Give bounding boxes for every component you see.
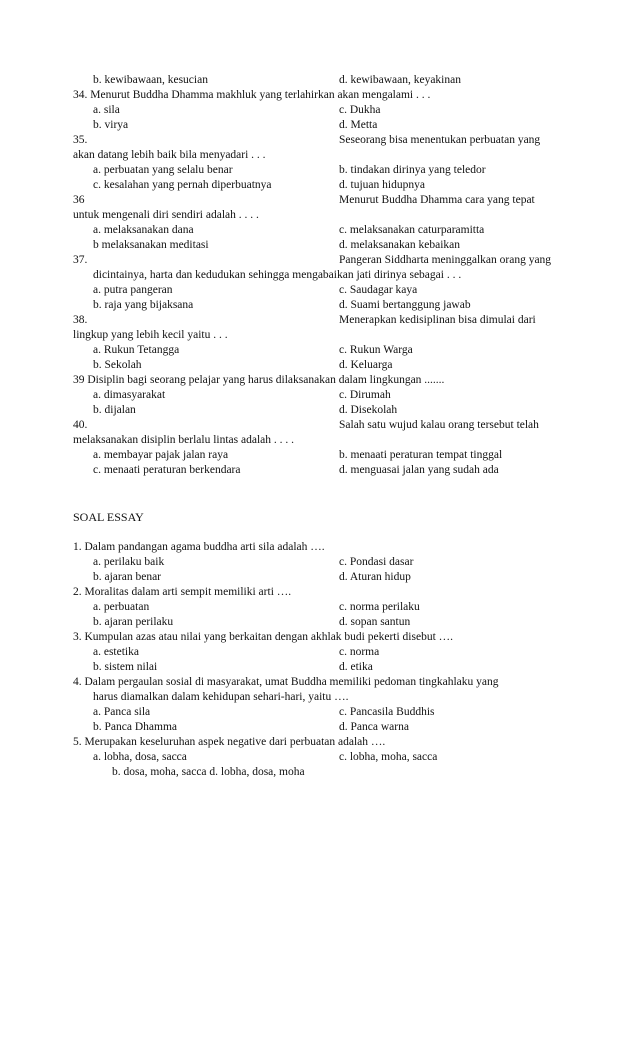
q40-text: Salah satu wujud kalau orang tersebut telah — [339, 419, 539, 431]
q36-option-d: d. melaksanakan kebaikan — [339, 239, 461, 251]
q34-option-d: d. Metta — [339, 119, 378, 131]
essay-q3-option-c: c. norma — [339, 646, 380, 658]
q37-option-c: c. Saudagar kaya — [339, 284, 418, 296]
q39-option-a: a. dimasyarakat — [93, 389, 166, 401]
essay-q2-text: 2. Moralitas dalam arti sempit memiliki arti …. — [73, 586, 292, 598]
essay-q5-option-c: c. lobha, moha, sacca — [339, 751, 438, 763]
q40-text-cont: melaksanakan disiplin berlalu lintas adalah . . . . — [73, 434, 294, 446]
q36-number: 36 — [73, 194, 85, 206]
q38-option-c: c. Rukun Warga — [339, 344, 413, 356]
q39-option-c: c. Dirumah — [339, 389, 391, 401]
q35-number: 35. — [73, 134, 88, 146]
q40-option-d: d. menguasai jalan yang sudah ada — [339, 464, 499, 476]
essay-q1-option-d: d. Aturan hidup — [339, 571, 411, 583]
q36-option-a: a. melaksanakan dana — [93, 224, 194, 236]
q34-text: 34. Menurut Buddha Dhamma makhluk yang terlahirkan akan mengalami . . . — [73, 89, 431, 101]
q38-number: 38. — [73, 314, 88, 326]
essay-q2-option-c: c. norma perilaku — [339, 601, 420, 613]
essay-q3-option-a: a. estetika — [93, 646, 139, 658]
q37-text: Pangeran Siddharta meninggalkan orang yang — [339, 254, 552, 266]
essay-q4-text-cont: harus diamalkan dalam kehidupan sehari-hari, yaitu …. — [93, 691, 349, 703]
q40-option-c: c. menaati peraturan berkendara — [93, 464, 241, 476]
q35-option-b: b. tindakan dirinya yang teledor — [339, 164, 486, 176]
essay-q5-option-a: a. lobha, dosa, sacca — [93, 751, 187, 763]
essay-q4-text: 4. Dalam pergaulan sosial di masyarakat, umat Buddha memiliki pedoman tingkahlaku yang — [73, 676, 499, 688]
essay-q3-option-d: d. etika — [339, 661, 373, 673]
essay-q2-option-b: b. ajaran perilaku — [93, 616, 174, 628]
essay-q4-option-d: d. Panca warna — [339, 721, 409, 733]
essay-q1-text: 1. Dalam pandangan agama buddha arti sila adalah …. — [73, 541, 325, 553]
q35-option-d: d. tujuan hidupnya — [339, 179, 425, 191]
essay-q4-option-a: a. Panca sila — [93, 706, 151, 718]
q36-option-b: b melaksanakan meditasi — [93, 239, 209, 251]
q37-option-b: b. raja yang bijaksana — [93, 299, 194, 311]
essay-q1-option-b: b. ajaran benar — [93, 571, 162, 583]
q34-option-a: a. sila — [93, 104, 120, 116]
q35-text-cont: akan datang lebih baik bila menyadari . . . — [73, 149, 266, 161]
q38-option-a: a. Rukun Tetangga — [93, 344, 180, 356]
essay-q5-options-b-d: b. dosa, moha, sacca d. lobha, dosa, moha — [112, 766, 305, 778]
q37-option-a: a. putra pangeran — [93, 284, 173, 296]
q40-option-b: b. menaati peraturan tempat tinggal — [339, 449, 503, 461]
essay-q3-option-b: b. sistem nilai — [93, 661, 158, 673]
q35-option-a: a. perbuatan yang selalu benar — [93, 164, 233, 176]
q37-number: 37. — [73, 254, 88, 266]
q39-option-d: d. Disekolah — [339, 404, 398, 416]
q37-text-cont: dicintainya, harta dan kedudukan sehingga mengabaikan jati dirinya sebagai . . . — [93, 269, 462, 281]
q35-text: Seseorang bisa menentukan perbuatan yang — [339, 134, 541, 146]
essay-q3-text: 3. Kumpulan azas atau nilai yang berkaitan dengan akhlak budi pekerti disebut …. — [73, 631, 454, 643]
q35-option-c: c. kesalahan yang pernah diperbuatnya — [93, 179, 272, 191]
q39-option-b: b. dijalan — [93, 404, 136, 416]
essay-q4-option-b: b. Panca Dhamma — [93, 721, 177, 733]
essay-q2-option-d: d. sopan santun — [339, 616, 411, 628]
q36-option-c: c. melaksanakan caturparamitta — [339, 224, 485, 236]
essay-q1-option-a: a. perilaku baik — [93, 556, 165, 568]
essay-q1-option-c: c. Pondasi dasar — [339, 556, 414, 568]
essay-q5-text: 5. Merupakan keseluruhan aspek negative dari perbuatan adalah …. — [73, 736, 386, 748]
essay-q4-option-c: c. Pancasila Buddhis — [339, 706, 435, 718]
essay-heading: SOAL ESSAY — [73, 510, 144, 524]
q36-text-cont: untuk mengenali diri sendiri adalah . . . . — [73, 209, 259, 221]
q40-number: 40. — [73, 419, 88, 431]
q37-option-d: d. Suami bertanggung jawab — [339, 299, 471, 311]
q40-option-a: a. membayar pajak jalan raya — [93, 449, 229, 461]
q38-option-d: d. Keluarga — [339, 359, 393, 371]
q38-text-cont: lingkup yang lebih kecil yaitu . . . — [73, 329, 228, 341]
q34-option-c: c. Dukha — [339, 104, 381, 116]
q36-text: Menurut Buddha Dhamma cara yang tepat — [339, 194, 535, 206]
q34-option-b: b. virya — [93, 119, 129, 131]
q33-option-d: d. kewibawaan, keyakinan — [339, 74, 461, 86]
q33-option-b: b. kewibawaan, kesucian — [93, 74, 208, 86]
q39-text: 39 Disiplin bagi seorang pelajar yang harus dilaksanakan dalam lingkungan ....... — [73, 374, 445, 386]
q38-option-b: b. Sekolah — [93, 359, 142, 371]
q38-text: Menerapkan kedisiplinan bisa dimulai dari — [339, 314, 536, 326]
essay-q2-option-a: a. perbuatan — [93, 601, 150, 613]
